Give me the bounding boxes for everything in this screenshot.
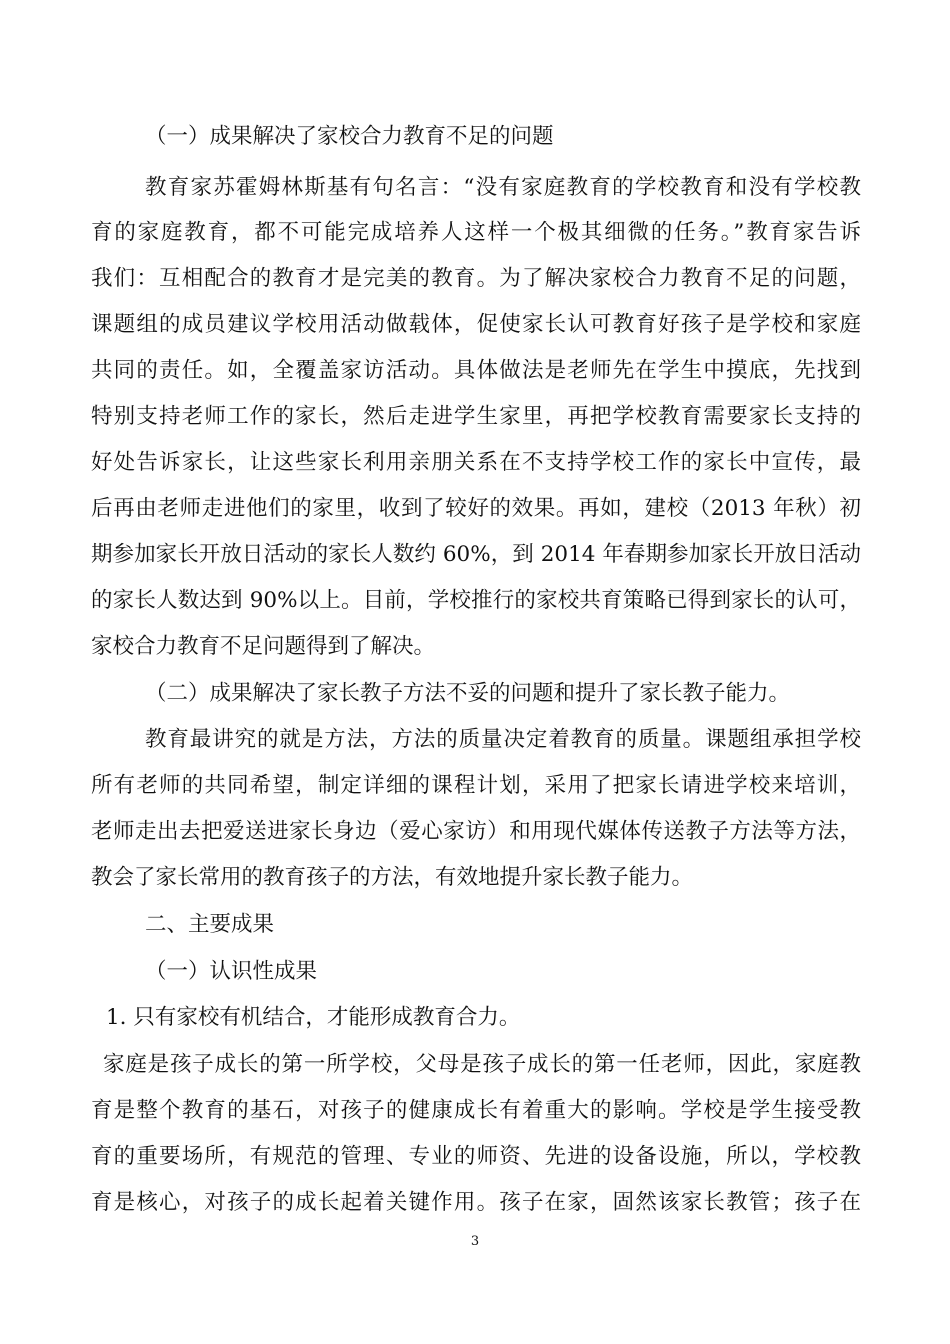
paragraph-line: 我们：互相配合的教育才是完美的教育。为了解决家校合力教育不足的问题， [91, 266, 861, 291]
paragraph-line: 教育最讲究的就是方法，方法的质量决定着教育的质量。课题组承担学校 [145, 727, 861, 752]
paragraph-line: 老师走出去把爱送进家长身边（爱心家访）和用现代媒体传送教子方法等方法， [91, 819, 861, 844]
paragraph-line: 的家长人数达到 90%以上。目前，学校推行的家校共育策略已得到家长的认可， [91, 588, 861, 613]
paragraph-line: 课题组的成员建议学校用活动做载体，促使家长认可教育好孩子是学校和家庭 [91, 312, 861, 337]
heading-achievement-one: （一）成果解决了家校合力教育不足的问题 [145, 124, 554, 149]
numbered-point-1: 1. 只有家校有机结合，才能形成教育合力。 [106, 1005, 521, 1030]
paragraph-line: 家庭是孩子成长的第一所学校，父母是孩子成长的第一任老师，因此，家庭教 [103, 1052, 861, 1077]
paragraph-line: 教会了家长常用的教育孩子的方法，有效地提升家长教子能力。 [91, 865, 694, 890]
paragraph-line: 特别支持老师工作的家长，然后走进学生家里，再把学校教育需要家长支持的 [91, 404, 861, 429]
paragraph-line: 所有老师的共同希望，制定详细的课程计划，采用了把家长请进学校来培训， [91, 773, 861, 798]
paragraph-line: 好处告诉家长，让这些家长利用亲朋关系在不支持学校工作的家长中宣传，最 [91, 450, 861, 475]
paragraph-line: 育是核心，对孩子的成长起着关键作用。孩子在家，固然该家长教管；孩子在 [91, 1190, 861, 1215]
paragraph-line: 育的重要场所，有规范的管理、专业的师资、先进的设备设施，所以，学校教 [91, 1144, 861, 1169]
paragraph-line: 期参加家长开放日活动的家长人数约 60%，到 2014 年春期参加家长开放日活动 [91, 542, 861, 567]
paragraph-line: 后再由老师走进他们的家里，收到了较好的效果。再如，建校（2013 年秋）初 [91, 496, 861, 521]
heading-achievement-two: （二）成果解决了家长教子方法不妥的问题和提升了家长教子能力。 [145, 681, 791, 706]
subsection-heading-cognitive-results: （一）认识性成果 [145, 959, 318, 984]
paragraph-line: 育的家庭教育，都不可能完成培养人这样一个极其细微的任务。”教育家告诉 [91, 220, 861, 245]
paragraph-line: 教育家苏霍姆林斯基有句名言：“没有家庭教育的学校教育和没有学校教 [145, 175, 861, 200]
paragraph-line: 家校合力教育不足问题得到了解决。 [91, 634, 436, 659]
paragraph-line: 育是整个教育的基石，对孩子的健康成长有着重大的影响。学校是学生接受教 [91, 1098, 861, 1123]
page-number: 3 [470, 1234, 480, 1249]
paragraph-line: 共同的责任。如，全覆盖家访活动。具体做法是老师先在学生中摸底，先找到 [91, 358, 861, 383]
section-heading-main-results: 二、主要成果 [145, 912, 275, 937]
